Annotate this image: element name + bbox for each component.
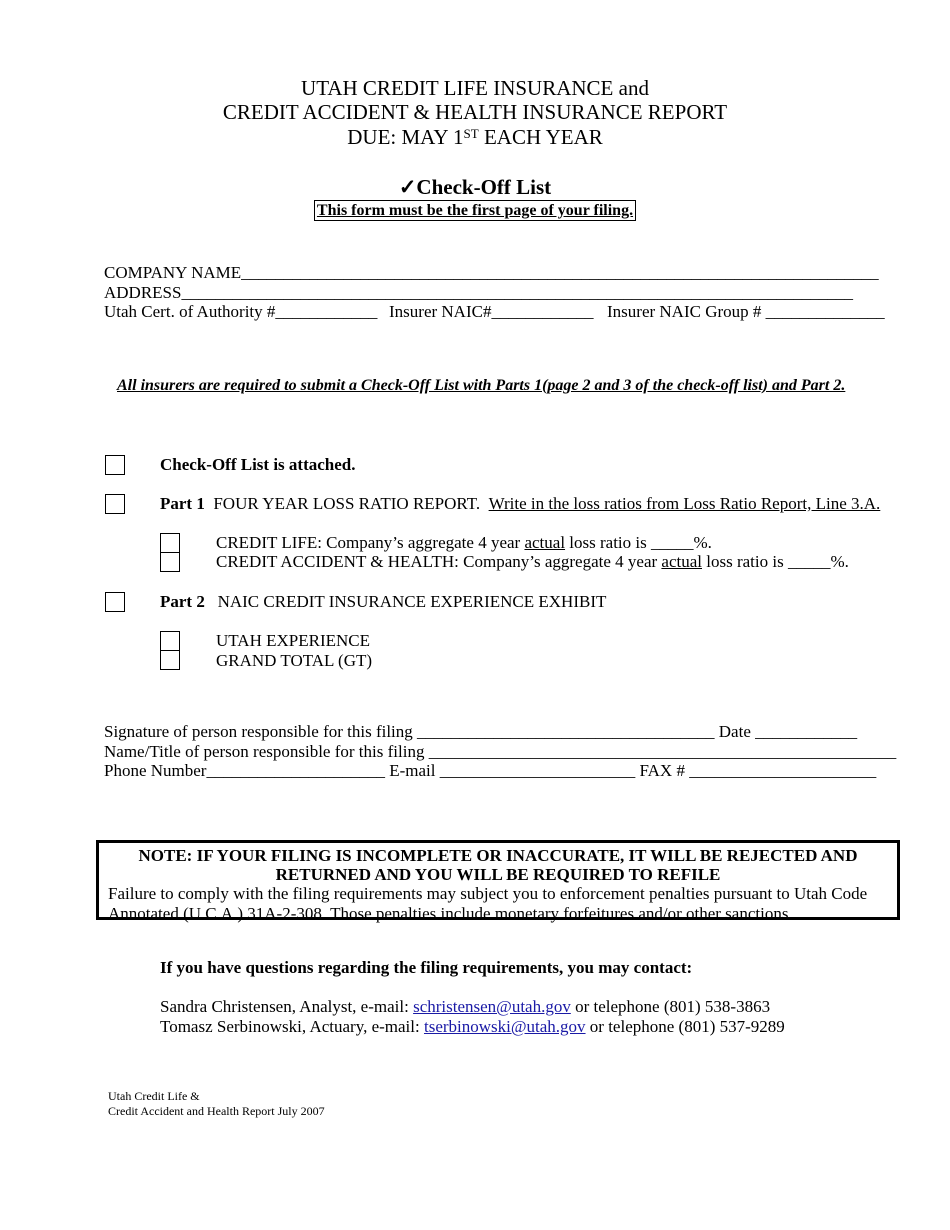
checkbox-part1[interactable] <box>105 494 125 514</box>
checkbox-part2[interactable] <box>105 592 125 612</box>
footer-line1: Utah Credit Life & <box>108 1089 200 1103</box>
contact-sandra: Sandra Christensen, Analyst, e-mail: schristensen@utah.gov or telephone (801) 538-3863 <box>160 997 771 1016</box>
contact-heading: If you have questions regarding the filing requirements, you may contact: <box>160 958 693 977</box>
checkmark-icon: ✓ <box>398 175 417 199</box>
name-title-field[interactable]: Name/Title of person responsible for this filing _______________________________________________________ <box>104 742 897 761</box>
email-link-tserbinowski[interactable]: tserbinowski@utah.gov <box>423 1017 586 1036</box>
phone-email-fax-field[interactable]: Phone Number_____________________ E-mail _______________________ FAX # ______________________ <box>104 761 877 780</box>
warning-note-box <box>96 840 900 923</box>
checkoff-title: ✓Check-Off List <box>398 175 552 199</box>
report-title-line2: CREDIT ACCIDENT & HEALTH INSURANCE REPORT <box>222 100 728 124</box>
first-page-notice: This form must be the first page of your filing. <box>314 200 636 221</box>
insurer-naic-field[interactable]: Insurer NAIC#____________ <box>389 302 594 321</box>
checkbox-credit-ah[interactable] <box>160 552 180 572</box>
contact-tomasz: Tomasz Serbinowski, Actuary, e-mail: tserbinowski@utah.gov or telephone (801) 537-9289 <box>160 1017 785 1036</box>
due-date-line: DUE: MAY 1ST EACH YEAR <box>347 125 603 149</box>
credit-life-line: CREDIT LIFE: Company’s aggregate 4 year actual loss ratio is _____%. <box>216 533 712 552</box>
company-name-field[interactable]: COMPANY NAME___________________________________________________________________________ <box>104 263 879 282</box>
email-link-schristensen[interactable]: schristensen@utah.gov <box>413 997 571 1016</box>
checkbox-credit-life[interactable] <box>160 533 180 553</box>
credit-ah-line: CREDIT ACCIDENT & HEALTH: Company’s aggregate 4 year actual loss ratio is _____%. <box>216 552 849 571</box>
warning-note-heading: NOTE: IF YOUR FILING IS INCOMPLETE OR INACCURATE, IT WILL BE REJECTED AND RETURNED AND YOU WILL BE REQUIRED TO REFILE <box>138 846 858 884</box>
address-field[interactable]: ADDRESS_______________________________________________________________________________ <box>104 283 853 302</box>
checkbox-grand-total[interactable] <box>160 650 180 670</box>
insurer-naic-group-field[interactable]: Insurer NAIC Group # ______________ <box>607 302 885 321</box>
warning-note-body: Failure to comply with the filing requirements may subject you to enforcement penalties pursuant to Utah Code Annotated (U.C.A.) 31A-2-308. Those penalties include monetary forfeitures and/or other sanctions. <box>108 884 868 923</box>
grand-total-label: GRAND TOTAL (GT) <box>216 651 373 670</box>
footer-line2: Credit Accident and Health Report July 2007 <box>108 1104 325 1118</box>
first-page-notice-wrap <box>0 200 950 221</box>
signature-field[interactable]: Signature of person responsible for this filing ___________________________________ Date ____________ <box>104 722 858 741</box>
part1-line: Part 1 FOUR YEAR LOSS RATIO REPORT. Write in the loss ratios from Loss Ratio Report, Line 3.A. <box>160 494 881 513</box>
checkbox-checkoff-attached[interactable] <box>105 455 125 475</box>
cert-authority-field[interactable]: Utah Cert. of Authority #____________ <box>104 302 378 321</box>
requirement-note: All insurers are required to submit a Check-Off List with Parts 1(page 2 and 3 of the check-off list) and Part 2. <box>117 377 846 394</box>
utah-experience-label: UTAH EXPERIENCE <box>216 631 370 650</box>
part2-line: Part 2 NAIC CREDIT INSURANCE EXPERIENCE EXHIBIT <box>160 592 607 611</box>
checkoff-attached-label: Check-Off List is attached. <box>160 455 356 474</box>
checkbox-utah-experience[interactable] <box>160 631 180 651</box>
report-title-line1: UTAH CREDIT LIFE INSURANCE and <box>301 76 649 100</box>
